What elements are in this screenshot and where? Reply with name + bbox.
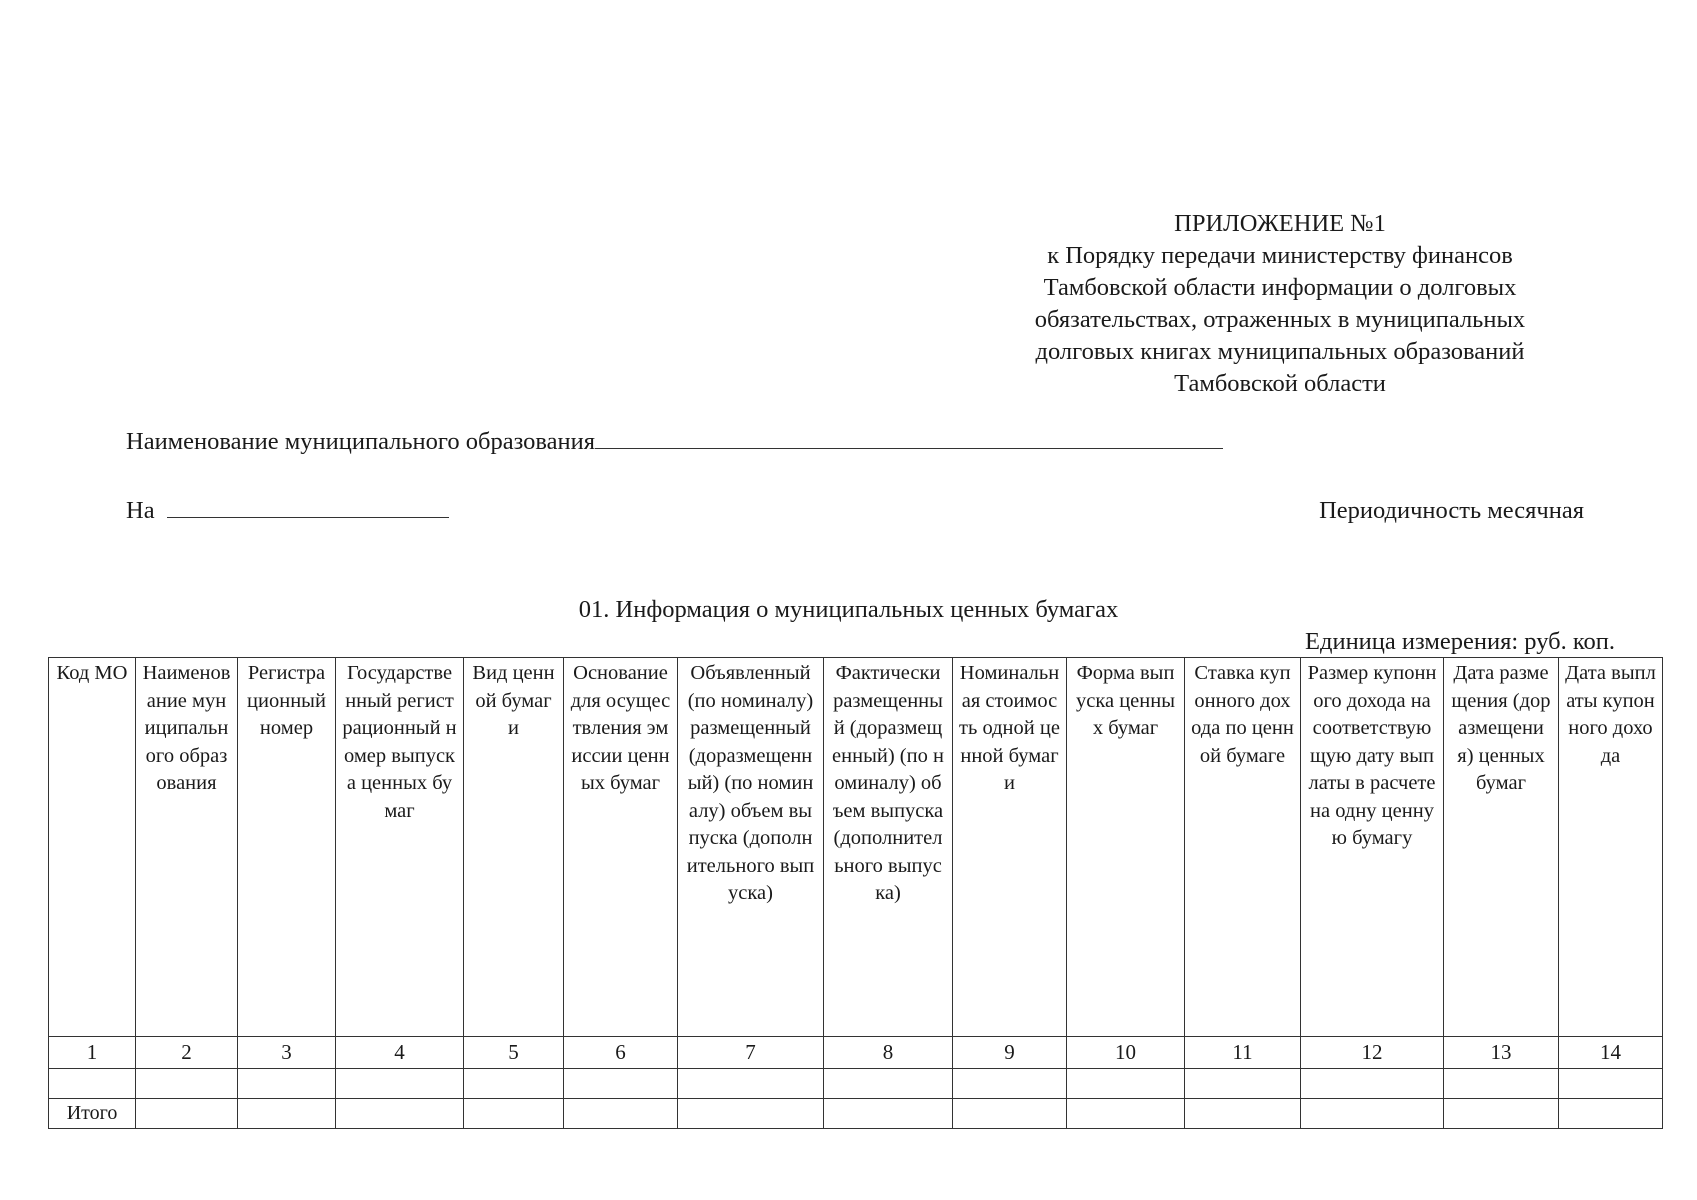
table-cell[interactable] [1185,1069,1301,1099]
header-row [49,658,1663,1037]
table-cell[interactable] [564,1069,678,1099]
column-number: 14 [1559,1037,1663,1069]
header-cell: Регистрационный номер [238,658,336,1037]
table-cell[interactable] [336,1099,464,1129]
table-cell[interactable] [238,1099,336,1129]
data-row [49,1069,1663,1099]
table-cell[interactable] [953,1099,1067,1129]
municipality-field [126,428,1223,456]
column-number: 9 [953,1037,1067,1069]
column-number: 2 [136,1037,238,1069]
column-number: 10 [1067,1037,1185,1069]
header-cell: Дата размещения (доразмещения) ценных бумаг [1444,658,1559,1037]
header-cell: Фактически размещенный (доразмещенный) (по номиналу) объем выпуска (дополнительного выпуска) [824,658,953,1037]
table-cell[interactable] [1067,1069,1185,1099]
header-cell: Объявленный (по номиналу) размещенный (доразмещенный) (по номиналу) объем выпуска (дополнительного выпуска) [678,658,824,1037]
header-cell: Номинальная стоимость одной ценной бумаги [953,658,1067,1037]
column-number: 11 [1185,1037,1301,1069]
date-field [126,497,449,525]
total-label: Итого [49,1099,136,1129]
column-number: 6 [564,1037,678,1069]
appendix-line: обязательствах, отраженных в муниципальных [1034,306,1526,333]
municipality-label: Наименование муниципального образования [126,428,595,455]
municipality-blank-line[interactable] [595,428,1223,449]
header-cell: Вид ценной бумаги [464,658,564,1037]
header-cell: Форма выпуска ценных бумаг [1067,658,1185,1037]
table-cell[interactable] [1559,1099,1663,1129]
table-cell[interactable] [1185,1099,1301,1129]
table-cell[interactable] [1067,1099,1185,1129]
table-cell[interactable] [1559,1069,1663,1099]
appendix-line: Тамбовской области информации о долговых [1043,274,1517,301]
column-number: 1 [49,1037,136,1069]
table-cell[interactable] [464,1099,564,1129]
column-number: 3 [238,1037,336,1069]
table-cell[interactable] [564,1099,678,1129]
appendix-line: к Порядку передачи министерству финансов [1047,242,1513,269]
table-cell[interactable] [1444,1099,1559,1129]
header-cell: Наименование муниципального образования [136,658,238,1037]
appendix-title: ПРИЛОЖЕНИЕ №1 [1174,210,1386,237]
column-number: 7 [678,1037,824,1069]
column-number: 8 [824,1037,953,1069]
appendix-line: Тамбовской области [1174,370,1386,397]
table-cell[interactable] [824,1099,953,1129]
header-cell: Размер купонного дохода на соответствующую дату выплаты в расчете на одну ценную бумагу [1301,658,1444,1037]
section-title: 01. Информация о муниципальных ценных бумагах [578,596,1119,623]
securities-table [48,657,1663,1129]
total-row [49,1099,1663,1129]
date-blank-line[interactable] [167,497,449,518]
header-cell: Государственный регистрационный номер выпуска ценных бумаг [336,658,464,1037]
column-number: 4 [336,1037,464,1069]
column-number: 12 [1301,1037,1444,1069]
table-cell[interactable] [464,1069,564,1099]
column-number-row [49,1037,1663,1069]
table-cell[interactable] [238,1069,336,1099]
header-cell: Код МО [49,658,136,1037]
units-label: Единица измерения: руб. коп. [1305,628,1615,655]
table-cell[interactable] [1301,1069,1444,1099]
header-cell: Основание для осуществления эмиссии ценных бумаг [564,658,678,1037]
header-cell: Дата выплаты купонного дохода [1559,658,1663,1037]
date-label: На [126,497,155,524]
header-cell: Ставка купонного дохода по ценной бумаге [1185,658,1301,1037]
table-cell[interactable] [49,1069,136,1099]
table-cell[interactable] [1444,1069,1559,1099]
table-cell[interactable] [824,1069,953,1099]
table-cell[interactable] [136,1099,238,1129]
periodicity-text: Периодичность месячная [1319,497,1584,524]
table-cell[interactable] [1301,1099,1444,1129]
table-cell[interactable] [678,1069,824,1099]
table-cell[interactable] [953,1069,1067,1099]
table-cell[interactable] [136,1069,238,1099]
column-number: 13 [1444,1037,1559,1069]
appendix-line: долговых книгах муниципальных образований [1035,338,1525,365]
column-number: 5 [464,1037,564,1069]
appendix-block [960,208,1600,400]
table-cell[interactable] [336,1069,464,1099]
table-cell[interactable] [678,1099,824,1129]
